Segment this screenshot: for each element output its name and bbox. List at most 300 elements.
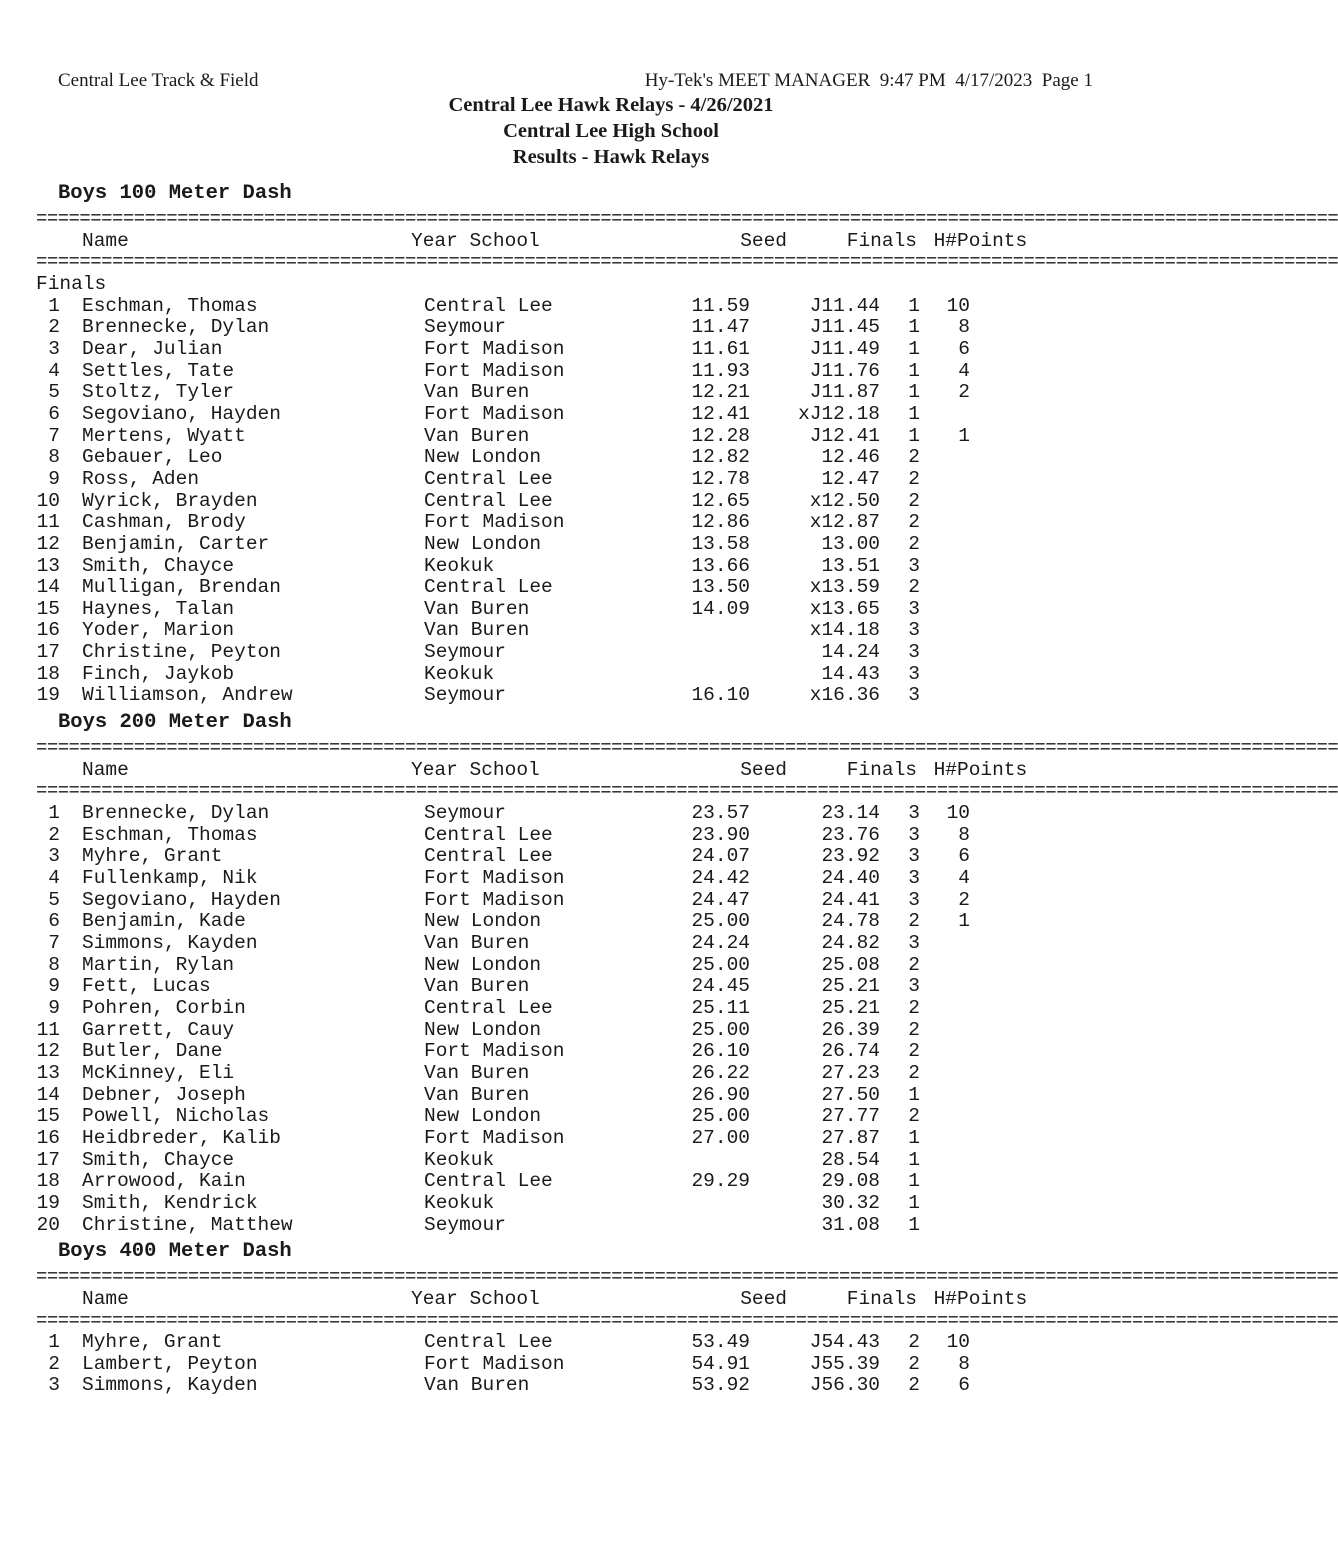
place: 11 xyxy=(36,511,60,534)
place: 4 xyxy=(48,867,60,890)
heat-number: 1 xyxy=(908,1126,920,1149)
athlete-name: Finch, Jaykob xyxy=(82,662,235,685)
heat-number: 1 xyxy=(908,424,920,447)
finals-time: 27.87 xyxy=(821,1126,880,1149)
result-row xyxy=(36,1375,1036,1397)
athlete-name: Mulligan, Brendan xyxy=(82,576,281,599)
place: 7 xyxy=(48,932,60,954)
finals-time: x13.65 xyxy=(809,597,880,620)
seed-time: 12.86 xyxy=(691,511,750,534)
finals-time: J55.39 xyxy=(809,1352,880,1375)
athlete-name: Brennecke, Dylan xyxy=(82,316,270,339)
separator-line: ======================================================================================================================== xyxy=(36,251,1338,274)
school: Van Buren xyxy=(424,424,530,447)
heat-number: 2 xyxy=(908,910,920,933)
result-row xyxy=(36,1150,1036,1172)
finals-time: J12.41 xyxy=(809,424,880,447)
place: 13 xyxy=(36,554,60,577)
athlete-name: Myhre, Grant xyxy=(82,845,223,868)
col-header-heat: H# xyxy=(933,229,957,252)
seed-time: 12.65 xyxy=(691,489,750,512)
heat-number: 2 xyxy=(908,532,920,555)
school: Seymour xyxy=(424,684,506,707)
place: 14 xyxy=(36,576,60,599)
heat-number: 2 xyxy=(908,953,920,976)
place: 5 xyxy=(48,888,60,911)
school: Seymour xyxy=(424,641,506,664)
place: 2 xyxy=(48,316,60,339)
result-row xyxy=(36,1215,1036,1237)
finals-time: 12.47 xyxy=(821,467,880,490)
col-header-finals: Finals xyxy=(846,229,917,252)
athlete-name: Pohren, Corbin xyxy=(82,996,246,1019)
col-header-finals: Finals xyxy=(846,758,917,781)
finals-time: x12.50 xyxy=(809,489,880,512)
seed-time: 25.00 xyxy=(691,1018,750,1041)
col-header-seed: Seed xyxy=(740,229,787,252)
result-row xyxy=(36,685,1036,707)
seed-time: 12.41 xyxy=(691,402,750,425)
col-header-points: Points xyxy=(957,229,1028,252)
heat-number: 2 xyxy=(908,1374,920,1397)
heat-number: 1 xyxy=(908,381,920,404)
seed-time: 12.82 xyxy=(691,446,750,469)
athlete-name: Lambert, Peyton xyxy=(82,1352,258,1375)
result-row xyxy=(36,317,1036,339)
result-row xyxy=(36,361,1036,383)
place: 16 xyxy=(36,1126,60,1149)
school: Fort Madison xyxy=(424,1126,565,1149)
section-label: Finals xyxy=(36,272,107,295)
heat-number: 1 xyxy=(908,1213,920,1236)
seed-time: 53.92 xyxy=(691,1374,750,1397)
athlete-name: Brennecke, Dylan xyxy=(82,802,270,825)
place: 2 xyxy=(48,823,60,846)
result-row xyxy=(36,890,1036,912)
seed-time: 25.00 xyxy=(691,910,750,933)
athlete-name: Dear, Julian xyxy=(82,337,223,360)
finals-time: 23.14 xyxy=(821,802,880,825)
heat-number: 2 xyxy=(908,576,920,599)
school: Seymour xyxy=(424,316,506,339)
school: Fort Madison xyxy=(424,1040,565,1063)
athlete-name: Simmons, Kayden xyxy=(82,932,258,954)
finals-time: 12.46 xyxy=(821,446,880,469)
finals-time: 24.78 xyxy=(821,910,880,933)
athlete-name: Cashman, Brody xyxy=(82,511,246,534)
result-row xyxy=(36,846,1036,868)
athlete-name: Heidbreder, Kalib xyxy=(82,1126,281,1149)
column-header-row xyxy=(36,1289,1036,1311)
event-section xyxy=(36,178,1338,707)
school: Central Lee xyxy=(424,576,553,599)
separator-line: ======================================================================================================================== xyxy=(36,1266,1338,1289)
place: 19 xyxy=(36,1191,60,1214)
results-content xyxy=(36,178,1338,1397)
result-row xyxy=(36,998,1036,1020)
finals-time: 27.23 xyxy=(821,1061,880,1084)
col-header-finals: Finals xyxy=(846,1287,917,1310)
place: 9 xyxy=(48,996,60,1019)
school: Central Lee xyxy=(424,489,553,512)
separator-line: ======================================================================================================================== xyxy=(36,1309,1338,1332)
athlete-name: Smith, Chayce xyxy=(82,554,235,577)
heat-number: 3 xyxy=(908,641,920,664)
points: 8 xyxy=(958,1352,970,1375)
result-row xyxy=(36,1106,1036,1128)
seed-time: 26.10 xyxy=(691,1040,750,1063)
result-row xyxy=(36,1041,1036,1063)
points: 8 xyxy=(958,823,970,846)
points: 10 xyxy=(946,1331,970,1354)
school: New London xyxy=(424,1018,542,1041)
seed-time: 13.58 xyxy=(691,532,750,555)
seed-time: 12.28 xyxy=(691,424,750,447)
school: New London xyxy=(424,1105,542,1128)
result-row xyxy=(36,599,1036,621)
finals-time: 28.54 xyxy=(821,1148,880,1171)
athlete-name: Segoviano, Hayden xyxy=(82,402,281,425)
heat-number: 2 xyxy=(908,1352,920,1375)
result-row xyxy=(36,1332,1036,1354)
seed-time: 11.93 xyxy=(691,359,750,382)
finals-time: 13.51 xyxy=(821,554,880,577)
athlete-name: Christine, Matthew xyxy=(82,1213,293,1236)
school: Fort Madison xyxy=(424,511,565,534)
col-header-points: Points xyxy=(957,1287,1028,1310)
athlete-name: Butler, Dane xyxy=(82,1040,223,1063)
place: 11 xyxy=(36,1018,60,1041)
heat-number: 2 xyxy=(908,1018,920,1041)
result-row xyxy=(36,404,1036,426)
finals-time: x12.87 xyxy=(809,511,880,534)
place: 19 xyxy=(36,684,60,707)
school: Van Buren xyxy=(424,1374,530,1397)
seed-time: 13.66 xyxy=(691,554,750,577)
finals-time: 23.92 xyxy=(821,845,880,868)
heat-number: 2 xyxy=(908,467,920,490)
seed-time: 29.29 xyxy=(691,1170,750,1193)
athlete-name: Yoder, Marion xyxy=(82,619,235,642)
col-header-year-school: Year School xyxy=(411,1287,540,1310)
school: Central Lee xyxy=(424,1170,553,1193)
place: 16 xyxy=(36,619,60,642)
athlete-name: Myhre, Grant xyxy=(82,1331,223,1354)
heat-number: 2 xyxy=(908,489,920,512)
heat-number: 3 xyxy=(908,662,920,685)
result-row xyxy=(36,577,1036,599)
athlete-name: Wyrick, Brayden xyxy=(82,489,258,512)
school: Central Lee xyxy=(424,467,553,490)
col-header-year-school: Year School xyxy=(411,758,540,781)
school: New London xyxy=(424,953,542,976)
place: 3 xyxy=(48,337,60,360)
heat-number: 2 xyxy=(908,1105,920,1128)
heat-number: 3 xyxy=(908,888,920,911)
result-row xyxy=(36,534,1036,556)
finals-time: 25.21 xyxy=(821,996,880,1019)
seed-time: 25.00 xyxy=(691,953,750,976)
meet-venue: Central Lee High School xyxy=(503,120,719,142)
school: Seymour xyxy=(424,802,506,825)
col-header-heat: H# xyxy=(933,758,957,781)
finals-time: J11.87 xyxy=(809,381,880,404)
result-row xyxy=(36,1063,1036,1085)
result-row xyxy=(36,339,1036,361)
heat-number: 2 xyxy=(908,1040,920,1063)
heat-number: 3 xyxy=(908,932,920,954)
result-row xyxy=(36,556,1036,578)
finals-time: x14.18 xyxy=(809,619,880,642)
place: 9 xyxy=(48,975,60,998)
school: Fort Madison xyxy=(424,888,565,911)
heat-number: 3 xyxy=(908,867,920,890)
col-header-name: Name xyxy=(82,1287,129,1310)
heat-number: 3 xyxy=(908,619,920,642)
seed-time: 23.57 xyxy=(691,802,750,825)
points: 4 xyxy=(958,867,970,890)
place: 20 xyxy=(36,1213,60,1236)
meet-host-label: Central Lee Track & Field xyxy=(58,70,259,91)
finals-time: 26.74 xyxy=(821,1040,880,1063)
place: 1 xyxy=(48,294,60,317)
place: 1 xyxy=(48,1331,60,1354)
school: Keokuk xyxy=(424,1191,495,1214)
athlete-name: Segoviano, Hayden xyxy=(82,888,281,911)
seed-time: 24.45 xyxy=(691,975,750,998)
result-row xyxy=(36,933,1036,955)
place: 9 xyxy=(48,467,60,490)
finals-time: x13.59 xyxy=(809,576,880,599)
finals-time: 24.82 xyxy=(821,932,880,954)
athlete-name: Williamson, Andrew xyxy=(82,684,293,707)
points: 10 xyxy=(946,294,970,317)
place: 1 xyxy=(48,802,60,825)
place: 13 xyxy=(36,1061,60,1084)
place: 17 xyxy=(36,1148,60,1171)
place: 15 xyxy=(36,1105,60,1128)
place: 6 xyxy=(48,402,60,425)
heat-number: 3 xyxy=(908,554,920,577)
separator-line: ======================================================================================================================== xyxy=(36,208,1338,230)
athlete-name: Settles, Tate xyxy=(82,359,235,382)
result-row xyxy=(36,911,1036,933)
school: Central Lee xyxy=(424,845,553,868)
place: 6 xyxy=(48,910,60,933)
heat-number: 1 xyxy=(908,316,920,339)
school: Central Lee xyxy=(424,294,553,317)
result-row xyxy=(36,803,1036,825)
result-row xyxy=(36,296,1036,318)
school: Keokuk xyxy=(424,1148,495,1171)
points: 1 xyxy=(958,424,970,447)
athlete-name: Fullenkamp, Nik xyxy=(82,867,258,890)
finals-time: J11.49 xyxy=(809,337,880,360)
athlete-name: Powell, Nicholas xyxy=(82,1105,270,1128)
points: 6 xyxy=(958,1374,970,1397)
result-row xyxy=(36,1020,1036,1042)
heat-number: 1 xyxy=(908,1191,920,1214)
athlete-name: Haynes, Talan xyxy=(82,597,235,620)
athlete-name: Debner, Joseph xyxy=(82,1083,246,1106)
results-title: Results - Hawk Relays xyxy=(512,146,710,168)
finals-time: 26.39 xyxy=(821,1018,880,1041)
athlete-name: Mertens, Wyatt xyxy=(82,424,246,447)
points: 8 xyxy=(958,316,970,339)
school: Seymour xyxy=(424,1213,506,1236)
separator-line: ======================================================================================================================== xyxy=(36,780,1338,803)
seed-time: 54.91 xyxy=(691,1352,750,1375)
place: 15 xyxy=(36,597,60,620)
seed-time: 24.24 xyxy=(691,932,750,954)
school: Fort Madison xyxy=(424,1352,565,1375)
result-row xyxy=(36,1128,1036,1150)
points: 4 xyxy=(958,359,970,382)
school: Van Buren xyxy=(424,1061,530,1084)
school: Fort Madison xyxy=(424,337,565,360)
school: New London xyxy=(424,532,542,555)
finals-time: 24.41 xyxy=(821,888,880,911)
seed-time: 24.42 xyxy=(691,867,750,890)
seed-time: 23.90 xyxy=(691,823,750,846)
seed-time: 27.00 xyxy=(691,1126,750,1149)
athlete-name: Eschman, Thomas xyxy=(82,294,258,317)
result-row xyxy=(36,1171,1036,1193)
athlete-name: Smith, Kendrick xyxy=(82,1191,258,1214)
col-header-seed: Seed xyxy=(740,758,787,781)
heat-number: 2 xyxy=(908,1331,920,1354)
finals-time: J54.43 xyxy=(809,1331,880,1354)
result-row xyxy=(36,382,1036,404)
result-row xyxy=(36,1193,1036,1215)
place: 17 xyxy=(36,641,60,664)
finals-time: 31.08 xyxy=(821,1213,880,1236)
school: Van Buren xyxy=(424,932,530,954)
finals-time: J11.76 xyxy=(809,359,880,382)
result-row xyxy=(36,620,1036,642)
event-section xyxy=(36,707,1338,1236)
school: Keokuk xyxy=(424,554,495,577)
heat-number: 1 xyxy=(908,294,920,317)
seed-time: 12.21 xyxy=(691,381,750,404)
seed-time: 26.22 xyxy=(691,1061,750,1084)
school: Fort Madison xyxy=(424,867,565,890)
finals-time: xJ12.18 xyxy=(798,402,880,425)
seed-time: 12.78 xyxy=(691,467,750,490)
seed-time: 16.10 xyxy=(691,684,750,707)
school: New London xyxy=(424,446,542,469)
event-title: Boys 100 Meter Dash xyxy=(58,182,292,205)
heat-number: 3 xyxy=(908,684,920,707)
finals-time: x16.36 xyxy=(809,684,880,707)
result-row xyxy=(36,447,1036,469)
finals-time: J11.45 xyxy=(809,316,880,339)
separator-line: ======================================================================================================================== xyxy=(36,737,1338,760)
result-row xyxy=(36,469,1036,491)
heat-number: 1 xyxy=(908,1170,920,1193)
col-header-name: Name xyxy=(82,229,129,252)
athlete-name: Fett, Lucas xyxy=(82,975,211,998)
finals-time: 24.40 xyxy=(821,867,880,890)
place: 7 xyxy=(48,424,60,447)
athlete-name: Eschman, Thomas xyxy=(82,823,258,846)
place: 14 xyxy=(36,1083,60,1106)
place: 8 xyxy=(48,446,60,469)
finals-time: 29.08 xyxy=(821,1170,880,1193)
athlete-name: Stoltz, Tyler xyxy=(82,381,235,404)
finals-time: 23.76 xyxy=(821,823,880,846)
school: Van Buren xyxy=(424,975,530,998)
result-row xyxy=(36,491,1036,513)
athlete-name: Benjamin, Kade xyxy=(82,910,246,933)
school: Fort Madison xyxy=(424,402,565,425)
place: 12 xyxy=(36,1040,60,1063)
finals-time: 27.50 xyxy=(821,1083,880,1106)
athlete-name: Ross, Aden xyxy=(82,467,200,490)
meet-title: Central Lee Hawk Relays - 4/26/2021 xyxy=(448,94,774,116)
place: 4 xyxy=(48,359,60,382)
finals-time: 30.32 xyxy=(821,1191,880,1214)
heat-number: 1 xyxy=(908,359,920,382)
col-header-year-school: Year School xyxy=(411,229,540,252)
heat-number: 1 xyxy=(908,402,920,425)
seed-time: 11.59 xyxy=(691,294,750,317)
heat-number: 1 xyxy=(908,1083,920,1106)
seed-time: 13.50 xyxy=(691,576,750,599)
place: 2 xyxy=(48,1352,60,1375)
result-row xyxy=(36,664,1036,686)
points: 6 xyxy=(958,337,970,360)
finals-time: 25.21 xyxy=(821,975,880,998)
result-row xyxy=(36,512,1036,534)
result-row xyxy=(36,426,1036,448)
heat-number: 1 xyxy=(908,1148,920,1171)
finals-time: 13.00 xyxy=(821,532,880,555)
points: 10 xyxy=(946,802,970,825)
event-section xyxy=(36,1236,1338,1397)
finals-time: J56.30 xyxy=(809,1374,880,1397)
athlete-name: Smith, Chayce xyxy=(82,1148,235,1171)
result-row xyxy=(36,642,1036,664)
place: 18 xyxy=(36,662,60,685)
athlete-name: Christine, Peyton xyxy=(82,641,281,664)
seed-time: 24.07 xyxy=(691,845,750,868)
heat-number: 3 xyxy=(908,823,920,846)
place: 18 xyxy=(36,1170,60,1193)
software-page-label: Hy-Tek's MEET MANAGER 9:47 PM 4/17/2023 Page 1 xyxy=(644,70,1093,91)
result-row xyxy=(36,868,1036,890)
finals-time: 14.43 xyxy=(821,662,880,685)
athlete-name: Garrett, Cauy xyxy=(82,1018,235,1041)
school: Van Buren xyxy=(424,381,530,404)
column-header-row xyxy=(36,760,1036,782)
place: 10 xyxy=(36,489,60,512)
school: Keokuk xyxy=(424,662,495,685)
column-header-row xyxy=(36,231,1036,253)
heat-number: 2 xyxy=(908,1061,920,1084)
col-header-name: Name xyxy=(82,758,129,781)
seed-time: 11.61 xyxy=(691,337,750,360)
result-row xyxy=(36,1354,1036,1376)
result-row xyxy=(36,1085,1036,1107)
athlete-name: Martin, Rylan xyxy=(82,953,235,976)
event-title: Boys 200 Meter Dash xyxy=(58,711,292,735)
athlete-name: Gebauer, Leo xyxy=(82,446,223,469)
finals-time: 27.77 xyxy=(821,1105,880,1128)
finals-time: 14.24 xyxy=(821,641,880,664)
seed-time: 26.90 xyxy=(691,1083,750,1106)
athlete-name: Benjamin, Carter xyxy=(82,532,270,555)
